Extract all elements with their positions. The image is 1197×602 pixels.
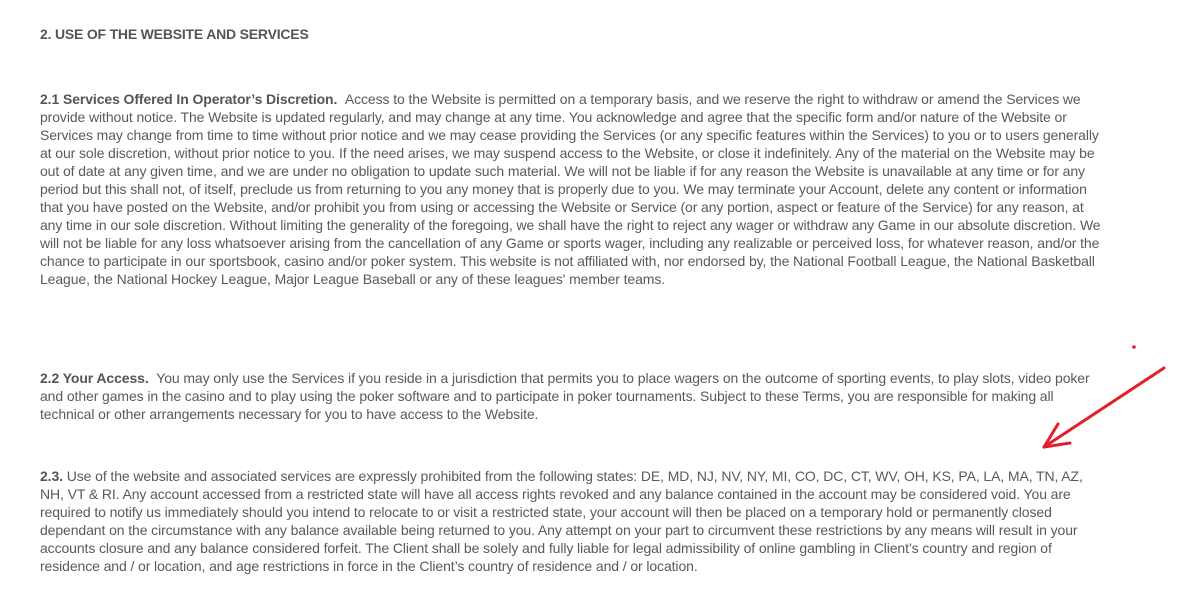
paragraph-lead: 2.3.	[40, 468, 63, 484]
section-heading: 2. USE OF THE WEBSITE AND SERVICES	[40, 26, 309, 42]
paragraph-your-access	[40, 369, 1102, 423]
paragraph-services-offered	[40, 90, 1102, 288]
paragraph-body: You may only use the Services if you reside in a jurisdiction that permits you to place wagers on the outcome of sporting events, to play slots, video poker and other games in the casino and to play using the poker software and to participate in poker tournaments. Subject to these Terms, you are responsible for making all technical or other arrangements necessary for you to have access to the Website.	[40, 370, 1090, 422]
paragraph-restricted-states	[40, 467, 1102, 575]
paragraph-lead: 2.2 Your Access.	[40, 370, 149, 386]
paragraph-body: Access to the Website is permitted on a temporary basis, and we reserve the right to withdraw or amend the Services we provide without notice. The Website is updated regularly, and may change at any time. You acknowledge and agree that the specific form and/or nature of the Website or Services may change from time to time without prior notice and we may cease providing the Services (or any specific features within the Services) to you or to users generally at our sole discretion, without prior notice to you. If the need arises, we may suspend access to the Website, or close it indefinitely. Any of the material on the Website may be out of date at any given time, and we are under no obligation to update such material. We will not be liable if for any reason the Website is unavailable at any time or for any period but this shall not, of itself, preclude us from returning to you any money that is properly due to you. We may terminate your Account, delete any content or information that you have posted on the Website, and/or prohibit you from using or accessing the Website or Service (or any portion, aspect or feature of the Service) for any reason, at any time in our sole discretion. Without limiting the generality of the foregoing, we shall have the right to reject any wager or withdraw any Game in our absolute discretion. We will not be liable for any loss whatsoever arising from the cancellation of any Game or sports wager, including any realizable or perceived loss, for whatever reason, and/or the chance to participate in our sportsbook, casino and/or poker system. This website is not affiliated with, nor endorsed by, the National Football League, the National Basketball League, the National Hockey League, Major League Baseball or any of these leagues' member teams.	[40, 91, 1101, 287]
paragraph-lead: 2.1 Services Offered In Operator’s Discretion.	[40, 91, 338, 107]
paragraph-body: Use of the website and associated services are expressly prohibited from the following states: DE, MD, NJ, NV, NY, MI, CO, DC, CT, WV, OH, KS, PA, LA, MA, TN, AZ, NH, VT & RI. Any account accessed from a restricted state will have all access rights revoked and any balance contained in the account may be considered void. You are required to notify us immediately should you intend to relocate to or visit a restricted state, your account will then be placed on a temporary hold or permanently closed dependant on the circumstance with any balance available being returned to you. Any attempt on your part to circumvent these restrictions by any means will result in your accounts closure and any balance considered forfeit. The Client shall be solely and fully liable for legal admissibility of online gambling in Client’s country and region of residence and / or location, and age restrictions in force in the Client’s country of residence and / or location.	[40, 468, 1083, 574]
annotation-dot	[1132, 345, 1136, 349]
